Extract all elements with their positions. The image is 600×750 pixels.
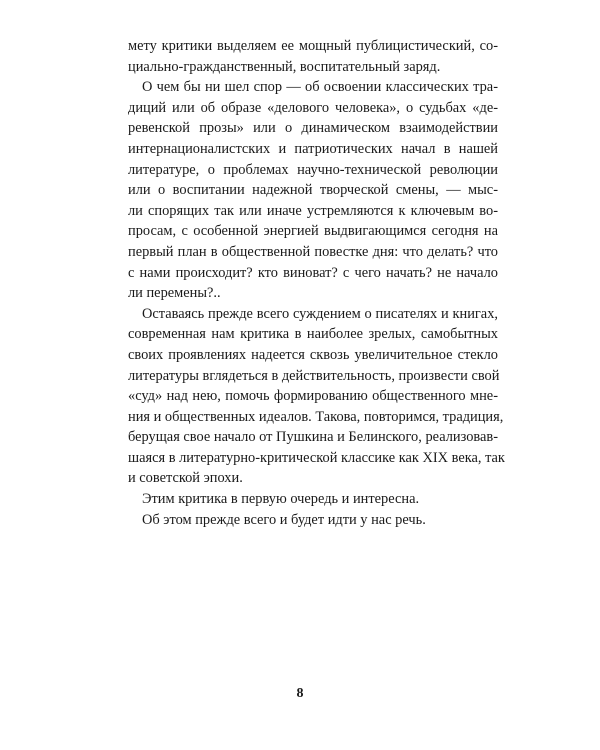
- text-line: интернационалистских и патриотических начал в нашей: [128, 140, 498, 157]
- text-line: современная нам критика в наиболее зрелых, самобытных: [128, 326, 498, 343]
- text-line: или о воспитании надежной творческой смены, — мыс-: [128, 182, 498, 199]
- text-line: берущая свое начало от Пушкина и Белинского, реализовав-: [128, 429, 498, 446]
- paragraph-5: [128, 510, 498, 531]
- body-text: [128, 36, 505, 530]
- text-line: просам, с особенной энергией выдвигающимся сегодня на: [128, 223, 498, 240]
- text-line: ревенской прозы» или о динамическом взаимодействии: [128, 120, 498, 137]
- text-line: своих проявлениях надеется сквозь увеличительное стекло: [128, 346, 498, 363]
- text-line: Этим критика в первую очередь и интересна.: [142, 491, 420, 508]
- text-line: литературы вглядеться в действительность, произвести свой: [128, 367, 500, 384]
- text-line: и советской эпохи.: [128, 470, 243, 487]
- text-line: первый план в общественной повестке дня: что делать? что: [128, 243, 498, 260]
- text-line: шаяся в литературно-критической классике как XIX века, так: [128, 449, 505, 466]
- text-line: О чем бы ни шел спор — об освоении классических тра-: [142, 79, 498, 96]
- text-line: с нами происходит? кто виноват? с чего начать? не начало: [128, 264, 498, 281]
- text-line: ния и общественных идеалов. Такова, повторимся, традиция,: [128, 408, 504, 425]
- text-line: «суд» над нею, помочь формированию общественного мне-: [128, 388, 498, 405]
- text-line: ли спорящих так или иначе устремляются к ключевым во-: [128, 202, 498, 219]
- text-line: ли перемены?..: [128, 285, 221, 302]
- text-line: циально-гражданственный, воспитательный заряд.: [128, 58, 441, 75]
- page-number: 8: [296, 686, 304, 701]
- text-line: мету критики выделяем ее мощный публицистический, со-: [128, 38, 498, 54]
- text-line: Оставаясь прежде всего суждением о писателях и книгах,: [142, 305, 498, 322]
- paragraph-1: [128, 36, 498, 77]
- paragraph-2: [128, 77, 498, 304]
- paragraph-3: [128, 304, 505, 489]
- text-line: Об этом прежде всего и будет идти у нас речь.: [142, 511, 426, 528]
- text-line: диций или об образе «делового человека», о судьбах «де-: [128, 99, 498, 116]
- text-line: литературе, о проблемах научно-технической революции: [128, 161, 498, 178]
- paragraph-4: [128, 489, 498, 510]
